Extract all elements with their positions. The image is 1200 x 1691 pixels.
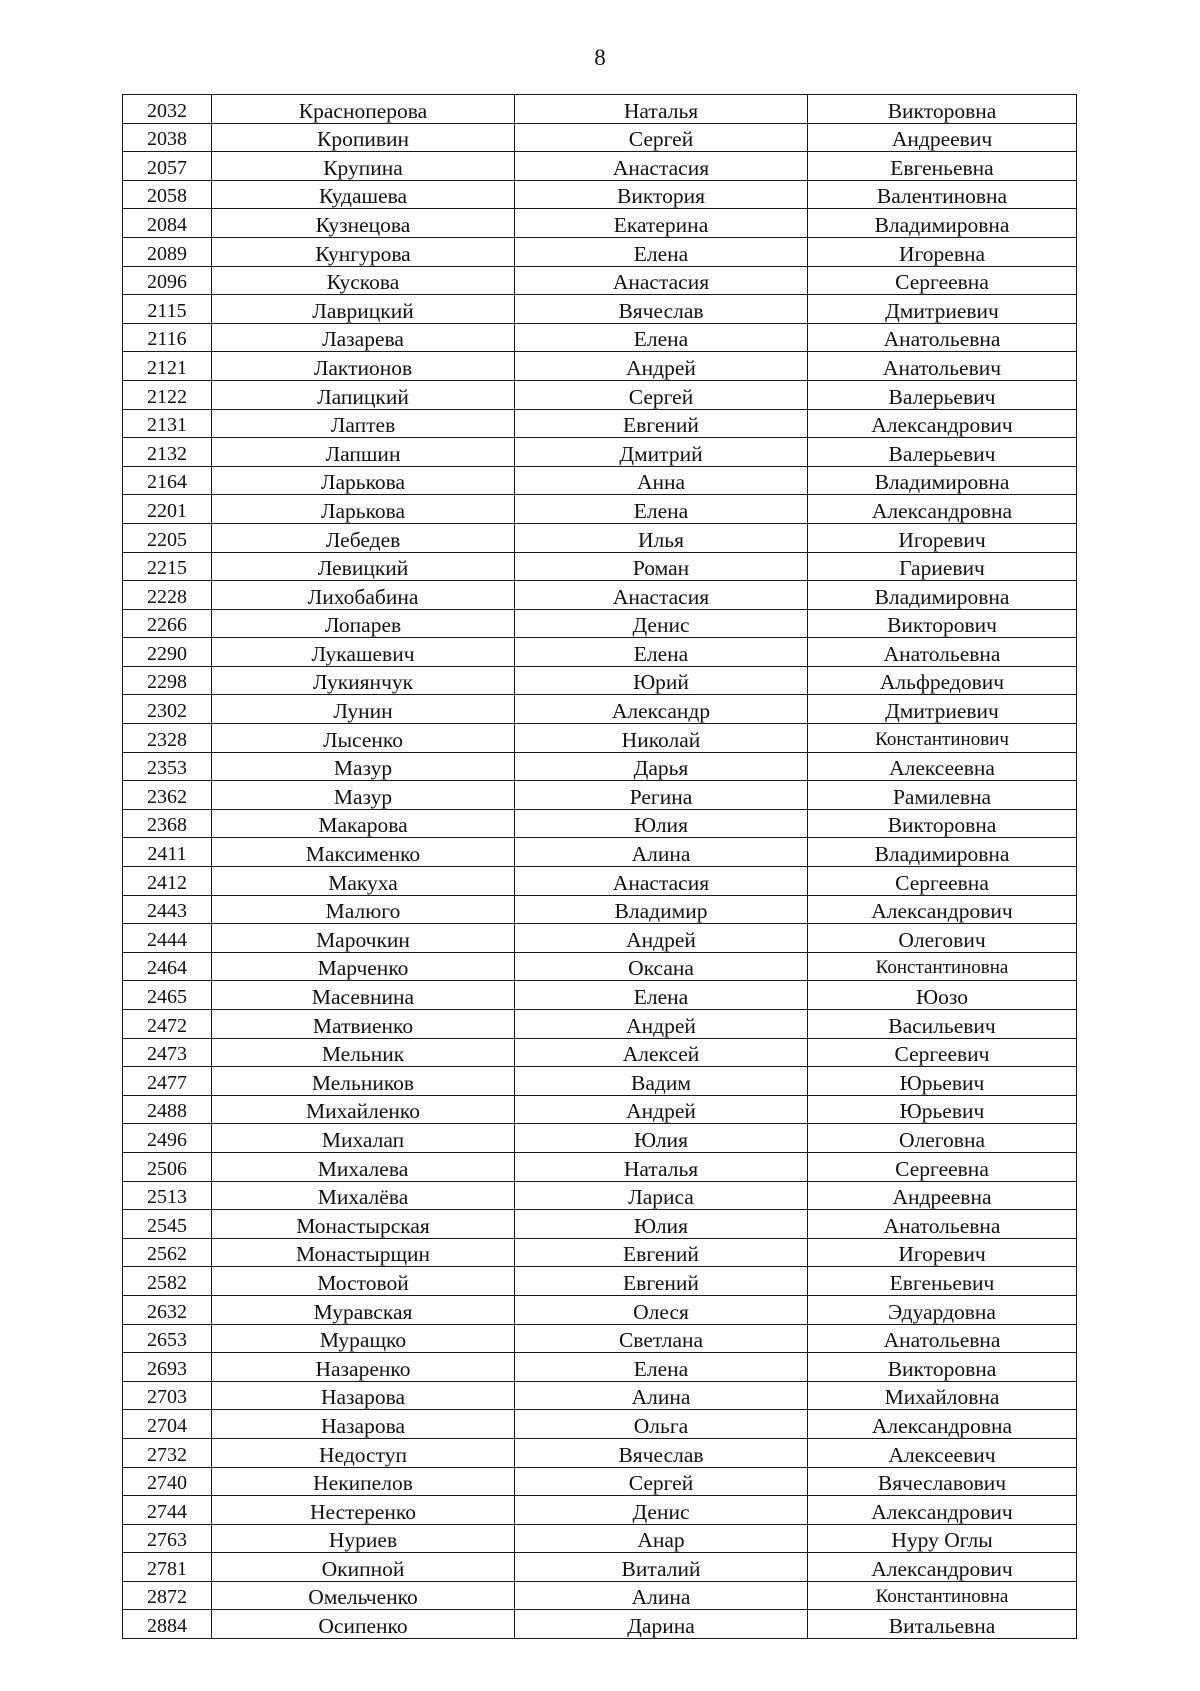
record-number-cell: 2057 xyxy=(123,152,212,181)
last-name-cell: Назаренко xyxy=(212,1353,515,1382)
first-name-cell: Лариса xyxy=(515,1181,808,1210)
patronymic-cell: Владимировна xyxy=(808,209,1077,238)
last-name-cell: Лебедев xyxy=(212,523,515,552)
first-name-cell: Андрей xyxy=(515,924,808,953)
table-row xyxy=(123,1067,1077,1096)
first-name-cell: Алина xyxy=(515,1581,808,1610)
record-number-cell: 2513 xyxy=(123,1181,212,1210)
table-row xyxy=(123,95,1077,124)
record-number-cell: 2444 xyxy=(123,924,212,953)
first-name-cell: Елена xyxy=(515,237,808,266)
record-number-cell: 2465 xyxy=(123,981,212,1010)
patronymic-cell: Дмитриевич xyxy=(808,295,1077,324)
first-name-cell: Денис xyxy=(515,609,808,638)
first-name-cell: Юлия xyxy=(515,1210,808,1239)
last-name-cell: Михалёва xyxy=(212,1181,515,1210)
record-number-cell: 2132 xyxy=(123,438,212,467)
record-number-cell: 2582 xyxy=(123,1267,212,1296)
table-row xyxy=(123,1095,1077,1124)
table-row xyxy=(123,466,1077,495)
table-row xyxy=(123,1553,1077,1582)
table-row xyxy=(123,352,1077,381)
record-number-cell: 2368 xyxy=(123,809,212,838)
first-name-cell: Александр xyxy=(515,695,808,724)
last-name-cell: Лаптев xyxy=(212,409,515,438)
table-row xyxy=(123,838,1077,867)
patronymic-cell: Васильевич xyxy=(808,1010,1077,1039)
last-name-cell: Мельников xyxy=(212,1067,515,1096)
record-number-cell: 2121 xyxy=(123,352,212,381)
last-name-cell: Назарова xyxy=(212,1381,515,1410)
record-number-cell: 2781 xyxy=(123,1553,212,1582)
record-number-cell: 2732 xyxy=(123,1438,212,1467)
record-number-cell: 2266 xyxy=(123,609,212,638)
first-name-cell: Анастасия xyxy=(515,266,808,295)
first-name-cell: Юрий xyxy=(515,666,808,695)
first-name-cell: Андрей xyxy=(515,1095,808,1124)
last-name-cell: Некипелов xyxy=(212,1467,515,1496)
patronymic-cell: Константинович xyxy=(808,724,1077,753)
last-name-cell: Мазур xyxy=(212,752,515,781)
last-name-cell: Монастырщин xyxy=(212,1238,515,1267)
first-name-cell: Олеся xyxy=(515,1295,808,1324)
table-row xyxy=(123,581,1077,610)
last-name-cell: Ларькова xyxy=(212,466,515,495)
table-row xyxy=(123,1210,1077,1239)
first-name-cell: Наталья xyxy=(515,1152,808,1181)
patronymic-cell: Юозо xyxy=(808,981,1077,1010)
record-number-cell: 2477 xyxy=(123,1067,212,1096)
record-number-cell: 2740 xyxy=(123,1467,212,1496)
patronymic-cell: Алексеевна xyxy=(808,752,1077,781)
record-number-cell: 2115 xyxy=(123,295,212,324)
record-number-cell: 2116 xyxy=(123,323,212,352)
first-name-cell: Дарья xyxy=(515,752,808,781)
patronymic-cell: Анатольевна xyxy=(808,638,1077,667)
table-row xyxy=(123,323,1077,352)
first-name-cell: Елена xyxy=(515,323,808,352)
table-row xyxy=(123,1353,1077,1382)
patronymic-cell: Юрьевич xyxy=(808,1095,1077,1124)
last-name-cell: Кудашева xyxy=(212,180,515,209)
table-row xyxy=(123,1610,1077,1639)
first-name-cell: Владимир xyxy=(515,895,808,924)
record-number-cell: 2089 xyxy=(123,237,212,266)
patronymic-cell: Олеговна xyxy=(808,1124,1077,1153)
last-name-cell: Нестеренко xyxy=(212,1496,515,1525)
table-row xyxy=(123,1010,1077,1039)
record-number-cell: 2353 xyxy=(123,752,212,781)
patronymic-cell: Александровна xyxy=(808,1410,1077,1439)
first-name-cell: Юлия xyxy=(515,809,808,838)
first-name-cell: Вадим xyxy=(515,1067,808,1096)
table-row xyxy=(123,495,1077,524)
first-name-cell: Вячеслав xyxy=(515,295,808,324)
first-name-cell: Екатерина xyxy=(515,209,808,238)
patronymic-cell: Александрович xyxy=(808,1496,1077,1525)
table-row xyxy=(123,895,1077,924)
record-number-cell: 2164 xyxy=(123,466,212,495)
patronymic-cell: Анатольевна xyxy=(808,1210,1077,1239)
table-row xyxy=(123,266,1077,295)
record-number-cell: 2290 xyxy=(123,638,212,667)
patronymic-cell: Анатольевна xyxy=(808,1324,1077,1353)
record-number-cell: 2412 xyxy=(123,867,212,896)
table-row xyxy=(123,781,1077,810)
first-name-cell: Николай xyxy=(515,724,808,753)
record-number-cell: 2496 xyxy=(123,1124,212,1153)
record-number-cell: 2506 xyxy=(123,1152,212,1181)
table-row xyxy=(123,724,1077,753)
patronymic-cell: Анатольевич xyxy=(808,352,1077,381)
record-number-cell: 2328 xyxy=(123,724,212,753)
first-name-cell: Сергей xyxy=(515,380,808,409)
first-name-cell: Илья xyxy=(515,523,808,552)
table-row xyxy=(123,1181,1077,1210)
last-name-cell: Лапшин xyxy=(212,438,515,467)
patronymic-cell: Юрьевич xyxy=(808,1067,1077,1096)
first-name-cell: Дарина xyxy=(515,1610,808,1639)
last-name-cell: Марченко xyxy=(212,952,515,981)
record-number-cell: 2872 xyxy=(123,1581,212,1610)
first-name-cell: Елена xyxy=(515,981,808,1010)
last-name-cell: Красноперова xyxy=(212,95,515,124)
record-number-cell: 2562 xyxy=(123,1238,212,1267)
table-row xyxy=(123,924,1077,953)
table-row xyxy=(123,1496,1077,1525)
table-row xyxy=(123,409,1077,438)
patronymic-cell: Альфредович xyxy=(808,666,1077,695)
last-name-cell: Михайленко xyxy=(212,1095,515,1124)
last-name-cell: Марочкин xyxy=(212,924,515,953)
record-number-cell: 2763 xyxy=(123,1524,212,1553)
record-number-cell: 2131 xyxy=(123,409,212,438)
table-row xyxy=(123,809,1077,838)
last-name-cell: Кропивин xyxy=(212,123,515,152)
patronymic-cell: Нуру Оглы xyxy=(808,1524,1077,1553)
patronymic-cell: Владимировна xyxy=(808,466,1077,495)
patronymic-cell: Владимировна xyxy=(808,838,1077,867)
record-number-cell: 2201 xyxy=(123,495,212,524)
table-row xyxy=(123,1410,1077,1439)
last-name-cell: Лукашевич xyxy=(212,638,515,667)
patronymic-cell: Александрович xyxy=(808,1553,1077,1582)
last-name-cell: Матвиенко xyxy=(212,1010,515,1039)
first-name-cell: Наталья xyxy=(515,95,808,124)
last-name-cell: Муращко xyxy=(212,1324,515,1353)
record-number-cell: 2632 xyxy=(123,1295,212,1324)
table-row xyxy=(123,123,1077,152)
patronymic-cell: Михайловна xyxy=(808,1381,1077,1410)
record-number-cell: 2472 xyxy=(123,1010,212,1039)
table-row xyxy=(123,981,1077,1010)
record-number-cell: 2703 xyxy=(123,1381,212,1410)
last-name-cell: Кузнецова xyxy=(212,209,515,238)
record-number-cell: 2443 xyxy=(123,895,212,924)
last-name-cell: Назарова xyxy=(212,1410,515,1439)
patronymic-cell: Олегович xyxy=(808,924,1077,953)
table-row xyxy=(123,438,1077,467)
record-number-cell: 2362 xyxy=(123,781,212,810)
first-name-cell: Денис xyxy=(515,1496,808,1525)
record-number-cell: 2038 xyxy=(123,123,212,152)
last-name-cell: Лапицкий xyxy=(212,380,515,409)
patronymic-cell: Анатольевна xyxy=(808,323,1077,352)
last-name-cell: Лаврицкий xyxy=(212,295,515,324)
first-name-cell: Ольга xyxy=(515,1410,808,1439)
first-name-cell: Сергей xyxy=(515,123,808,152)
patronymic-cell: Игоревич xyxy=(808,523,1077,552)
last-name-cell: Макарова xyxy=(212,809,515,838)
last-name-cell: Нуриев xyxy=(212,1524,515,1553)
last-name-cell: Омельченко xyxy=(212,1581,515,1610)
first-name-cell: Алина xyxy=(515,838,808,867)
table-row xyxy=(123,380,1077,409)
table-row xyxy=(123,1467,1077,1496)
patronymic-cell: Андреевич xyxy=(808,123,1077,152)
first-name-cell: Анастасия xyxy=(515,867,808,896)
record-number-cell: 2205 xyxy=(123,523,212,552)
last-name-cell: Мостовой xyxy=(212,1267,515,1296)
patronymic-cell: Витальевна xyxy=(808,1610,1077,1639)
table-row xyxy=(123,952,1077,981)
table-row xyxy=(123,1524,1077,1553)
first-name-cell: Анна xyxy=(515,466,808,495)
table-row xyxy=(123,1238,1077,1267)
roster-body xyxy=(123,95,1077,1639)
last-name-cell: Лактионов xyxy=(212,352,515,381)
last-name-cell: Левицкий xyxy=(212,552,515,581)
first-name-cell: Анастасия xyxy=(515,152,808,181)
patronymic-cell: Сергеевна xyxy=(808,1152,1077,1181)
patronymic-cell: Вячеславович xyxy=(808,1467,1077,1496)
last-name-cell: Макуха xyxy=(212,867,515,896)
patronymic-cell: Евгеньевна xyxy=(808,152,1077,181)
record-number-cell: 2545 xyxy=(123,1210,212,1239)
table-row xyxy=(123,1581,1077,1610)
last-name-cell: Лихобабина xyxy=(212,581,515,610)
first-name-cell: Анар xyxy=(515,1524,808,1553)
record-number-cell: 2096 xyxy=(123,266,212,295)
table-row xyxy=(123,552,1077,581)
last-name-cell: Недоступ xyxy=(212,1438,515,1467)
patronymic-cell: Андреевна xyxy=(808,1181,1077,1210)
table-row xyxy=(123,609,1077,638)
last-name-cell: Михалап xyxy=(212,1124,515,1153)
first-name-cell: Евгений xyxy=(515,1238,808,1267)
record-number-cell: 2122 xyxy=(123,380,212,409)
record-number-cell: 2084 xyxy=(123,209,212,238)
last-name-cell: Крупина xyxy=(212,152,515,181)
record-number-cell: 2473 xyxy=(123,1038,212,1067)
last-name-cell: Лукиянчук xyxy=(212,666,515,695)
record-number-cell: 2411 xyxy=(123,838,212,867)
table-row xyxy=(123,1038,1077,1067)
first-name-cell: Оксана xyxy=(515,952,808,981)
first-name-cell: Вячеслав xyxy=(515,1438,808,1467)
patronymic-cell: Сергеевна xyxy=(808,266,1077,295)
first-name-cell: Виталий xyxy=(515,1553,808,1582)
table-row xyxy=(123,867,1077,896)
last-name-cell: Мазур xyxy=(212,781,515,810)
patronymic-cell: Алексеевич xyxy=(808,1438,1077,1467)
patronymic-cell: Сергеевич xyxy=(808,1038,1077,1067)
patronymic-cell: Александрович xyxy=(808,409,1077,438)
table-row xyxy=(123,638,1077,667)
first-name-cell: Елена xyxy=(515,1353,808,1382)
table-row xyxy=(123,1295,1077,1324)
first-name-cell: Андрей xyxy=(515,352,808,381)
first-name-cell: Евгений xyxy=(515,1267,808,1296)
table-row xyxy=(123,1124,1077,1153)
patronymic-cell: Константиновна xyxy=(808,1581,1077,1610)
table-row xyxy=(123,1438,1077,1467)
table-row xyxy=(123,666,1077,695)
patronymic-cell: Александрович xyxy=(808,895,1077,924)
record-number-cell: 2058 xyxy=(123,180,212,209)
table-row xyxy=(123,237,1077,266)
table-row xyxy=(123,152,1077,181)
record-number-cell: 2884 xyxy=(123,1610,212,1639)
record-number-cell: 2653 xyxy=(123,1324,212,1353)
patronymic-cell: Сергеевна xyxy=(808,867,1077,896)
last-name-cell: Осипенко xyxy=(212,1610,515,1639)
roster-table xyxy=(122,94,1077,1639)
table-row xyxy=(123,1381,1077,1410)
last-name-cell: Кунгурова xyxy=(212,237,515,266)
last-name-cell: Мельник xyxy=(212,1038,515,1067)
last-name-cell: Кускова xyxy=(212,266,515,295)
last-name-cell: Муравская xyxy=(212,1295,515,1324)
patronymic-cell: Валерьевич xyxy=(808,438,1077,467)
record-number-cell: 2744 xyxy=(123,1496,212,1525)
patronymic-cell: Валерьевич xyxy=(808,380,1077,409)
first-name-cell: Регина xyxy=(515,781,808,810)
table-row xyxy=(123,752,1077,781)
patronymic-cell: Владимировна xyxy=(808,581,1077,610)
first-name-cell: Сергей xyxy=(515,1467,808,1496)
patronymic-cell: Викторовна xyxy=(808,1353,1077,1382)
table-row xyxy=(123,209,1077,238)
last-name-cell: Лысенко xyxy=(212,724,515,753)
patronymic-cell: Дмитриевич xyxy=(808,695,1077,724)
patronymic-cell: Игоревна xyxy=(808,237,1077,266)
patronymic-cell: Валентиновна xyxy=(808,180,1077,209)
last-name-cell: Малюго xyxy=(212,895,515,924)
record-number-cell: 2032 xyxy=(123,95,212,124)
table-row xyxy=(123,1267,1077,1296)
patronymic-cell: Константиновна xyxy=(808,952,1077,981)
record-number-cell: 2693 xyxy=(123,1353,212,1382)
patronymic-cell: Гариевич xyxy=(808,552,1077,581)
patronymic-cell: Александровна xyxy=(808,495,1077,524)
page-number: 8 xyxy=(594,45,606,70)
table-row xyxy=(123,695,1077,724)
record-number-cell: 2464 xyxy=(123,952,212,981)
first-name-cell: Евгений xyxy=(515,409,808,438)
first-name-cell: Дмитрий xyxy=(515,438,808,467)
table-row xyxy=(123,523,1077,552)
first-name-cell: Виктория xyxy=(515,180,808,209)
last-name-cell: Максименко xyxy=(212,838,515,867)
first-name-cell: Анастасия xyxy=(515,581,808,610)
first-name-cell: Роман xyxy=(515,552,808,581)
last-name-cell: Лопарев xyxy=(212,609,515,638)
table-row xyxy=(123,1152,1077,1181)
patronymic-cell: Рамилевна xyxy=(808,781,1077,810)
first-name-cell: Юлия xyxy=(515,1124,808,1153)
record-number-cell: 2215 xyxy=(123,552,212,581)
record-number-cell: 2298 xyxy=(123,666,212,695)
patronymic-cell: Эдуардовна xyxy=(808,1295,1077,1324)
table-row xyxy=(123,180,1077,209)
patronymic-cell: Игоревич xyxy=(808,1238,1077,1267)
patronymic-cell: Евгеньевич xyxy=(808,1267,1077,1296)
record-number-cell: 2302 xyxy=(123,695,212,724)
last-name-cell: Окипной xyxy=(212,1553,515,1582)
first-name-cell: Андрей xyxy=(515,1010,808,1039)
record-number-cell: 2704 xyxy=(123,1410,212,1439)
patronymic-cell: Викторовна xyxy=(808,95,1077,124)
last-name-cell: Ларькова xyxy=(212,495,515,524)
first-name-cell: Алина xyxy=(515,1381,808,1410)
first-name-cell: Светлана xyxy=(515,1324,808,1353)
table-row xyxy=(123,295,1077,324)
patronymic-cell: Викторовна xyxy=(808,809,1077,838)
first-name-cell: Елена xyxy=(515,495,808,524)
last-name-cell: Монастырская xyxy=(212,1210,515,1239)
last-name-cell: Лунин xyxy=(212,695,515,724)
record-number-cell: 2488 xyxy=(123,1095,212,1124)
first-name-cell: Алексей xyxy=(515,1038,808,1067)
last-name-cell: Михалева xyxy=(212,1152,515,1181)
last-name-cell: Лазарева xyxy=(212,323,515,352)
last-name-cell: Масевнина xyxy=(212,981,515,1010)
first-name-cell: Елена xyxy=(515,638,808,667)
table-row xyxy=(123,1324,1077,1353)
record-number-cell: 2228 xyxy=(123,581,212,610)
patronymic-cell: Викторович xyxy=(808,609,1077,638)
